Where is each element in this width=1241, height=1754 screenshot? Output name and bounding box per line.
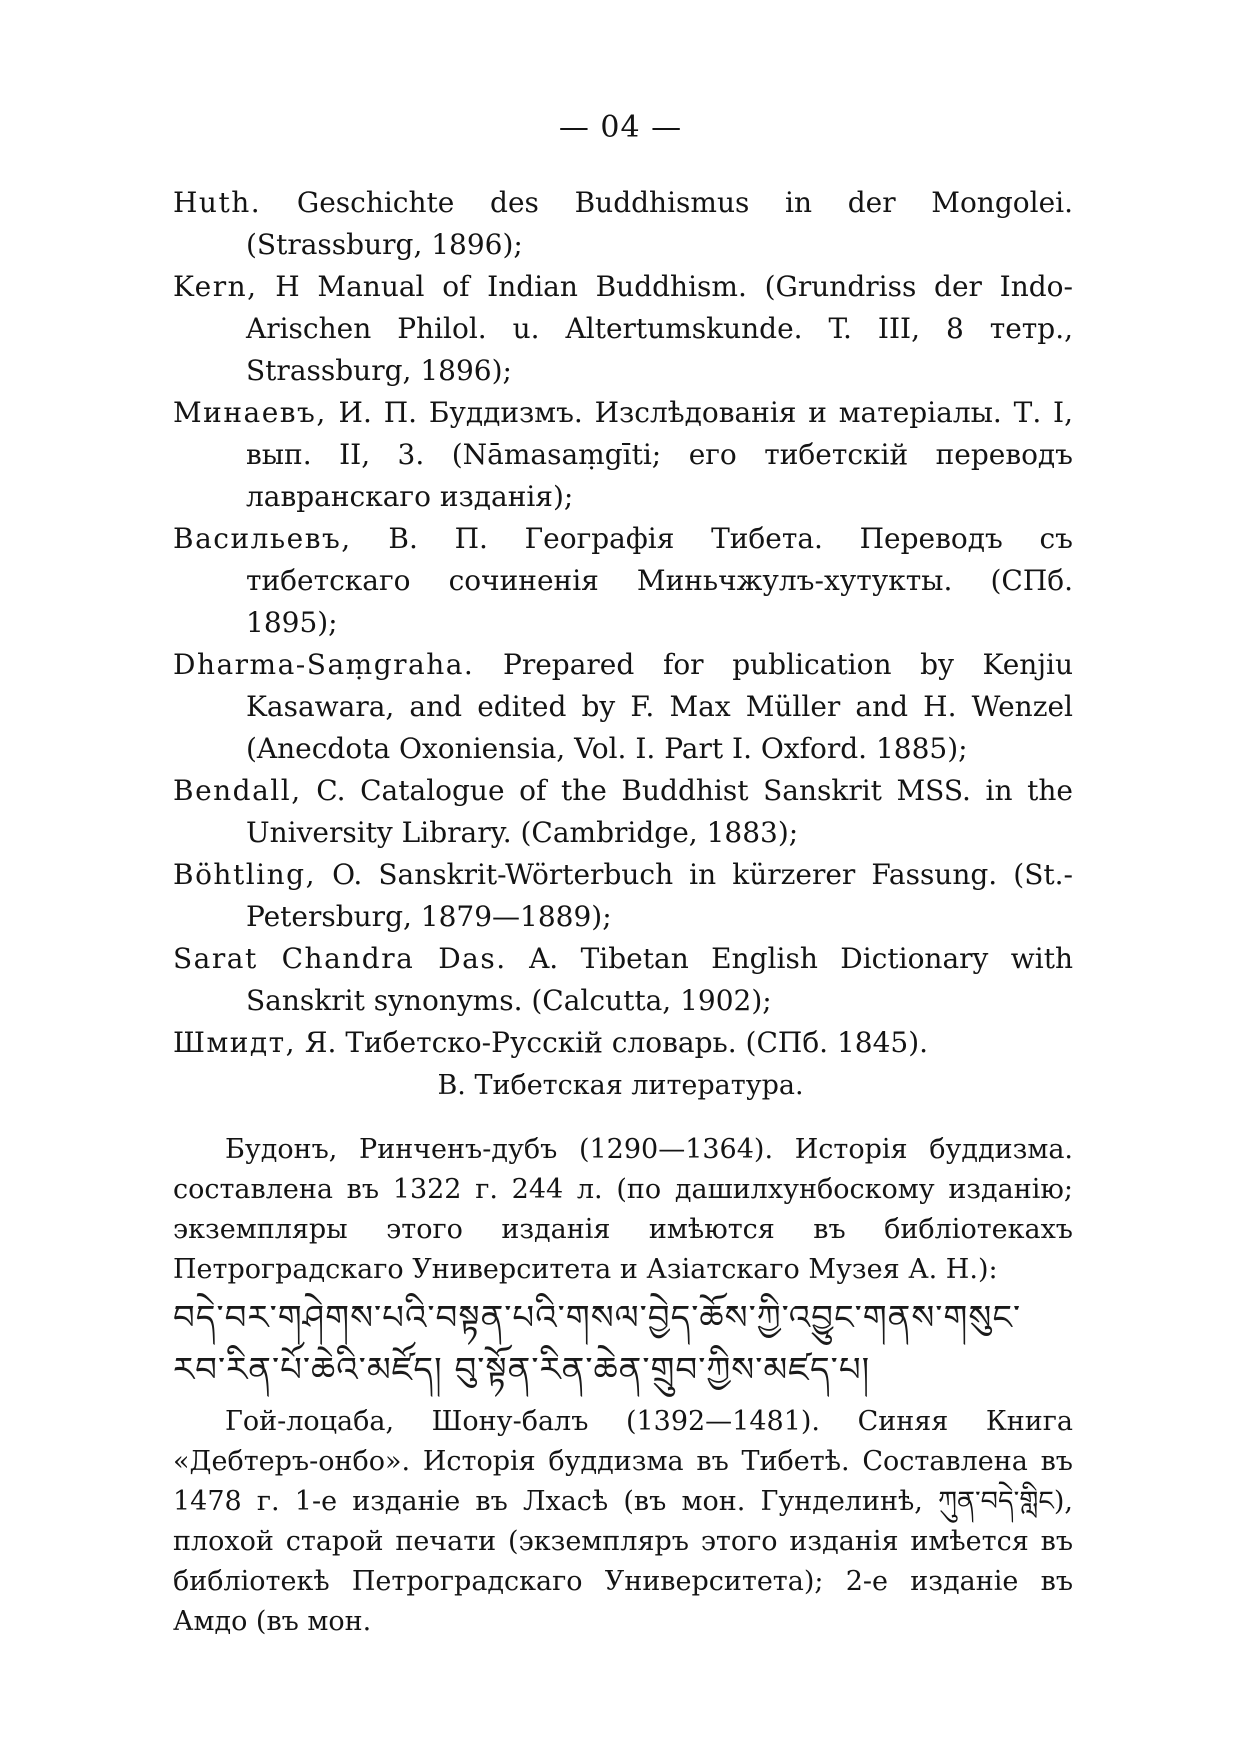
reference-text: O. Sanskrit-Wörterbuch in kürzerer Fassung. (St.-Petersburg, 1879—1889); bbox=[246, 858, 1073, 933]
paragraph-text-start: Гой-лоцаба, Шону-балъ (1392—1481). Синяя Книга «Дебтеръ-онбо». Исторія буддизма въ Тибетѣ. Составлена въ 1478 г. 1-е изданіе въ Лхасѣ (въ мон. Гунделинѣ, bbox=[173, 1406, 1073, 1517]
page-number: — 04 — bbox=[558, 110, 683, 145]
reference-entry bbox=[173, 938, 1073, 1022]
reference-text: Geschichte des Buddhismus in der Mongolei. (Strassburg, 1896); bbox=[246, 186, 1073, 261]
tibetan-monastery-name: ཀུན་བདེ་གླིང bbox=[937, 1486, 1054, 1517]
reference-entry bbox=[173, 770, 1073, 854]
reference-entry bbox=[173, 518, 1073, 644]
paragraph-goi-lotsaba bbox=[173, 1402, 1073, 1642]
tibetan-title: བདེ་བར་གཤེགས་པའི་བསྟན་པའི་གསལ་བྱེད་ཆོས་ཀྱི་འབྱུང་གནས་གསུང་རབ་རིན་པོ་ཆེའི་མཛོད། བུ་སྟོན་རིན་ཆེན་གྲུབ་ཀྱིས་མཛད་པ། bbox=[173, 1298, 1022, 1390]
reference-text: Я. Тибетско-Русскій словарь. (СПб. 1845). bbox=[296, 1026, 929, 1059]
reference-text: В. П. Географія Тибета. Переводъ съ тибетскаго сочиненія Миньчжулъ-хутукты. (СПб. 1895); bbox=[246, 522, 1073, 639]
reference-author: Huth. bbox=[173, 186, 262, 219]
reference-entry bbox=[173, 392, 1073, 518]
paragraph-text-end: ), плохой старой печати (экземпляръ этого изданія имѣется въ библіотекѣ Петроградскаго Университета); 2-е изданіе въ Амдо (въ мон. bbox=[173, 1486, 1073, 1637]
reference-text: Prepared for publication by Kenjiu Kasawara, and edited by F. Max Müller and H. Wenzel (Anecdota Oxoniensia, Vol. I. Part I. Oxford. 1885); bbox=[246, 648, 1073, 765]
reference-text: A. Tibetan English Dictionary with Sanskrit synonyms. (Calcutta, 1902); bbox=[246, 942, 1073, 1017]
reference-author: Kern, bbox=[173, 270, 258, 303]
reference-author: Böhtling, bbox=[173, 858, 316, 891]
bibliography-list bbox=[173, 182, 1073, 1064]
reference-author: Bendall, bbox=[173, 774, 302, 807]
reference-entry bbox=[173, 182, 1073, 266]
reference-author: Шмидт, bbox=[173, 1026, 297, 1059]
reference-entry bbox=[173, 1022, 1073, 1064]
reference-author: Sarat Chandra Das. bbox=[173, 942, 507, 975]
body-text bbox=[173, 1130, 1073, 1642]
reference-text: И. П. Буддизмъ. Изслѣдованія и матеріалы. Т. I, вып. II, 3. (Nāmasaṃgīti; его тибетскій переводъ лавранскаго изданія); bbox=[246, 396, 1073, 513]
reference-text: C. Catalogue of the Buddhist Sanskrit MSS. in the University Library. (Cambridge, 1883); bbox=[246, 774, 1073, 849]
reference-author: Dharma-Saṃgraha. bbox=[173, 648, 475, 681]
reference-entry bbox=[173, 854, 1073, 938]
section-heading: В. Тибетская литература. bbox=[437, 1070, 804, 1101]
reference-author: Васильевъ, bbox=[173, 522, 352, 555]
reference-entry bbox=[173, 644, 1073, 770]
reference-text: H Manual of Indian Buddhism. (Grundriss der Indo-Arischen Philol. u. Altertumskunde. T. III, 8 тетр., Strassburg, 1896); bbox=[246, 270, 1073, 387]
paragraph-budon: Будонъ, Ринченъ-дубъ (1290—1364). Исторія буддизма. составлена въ 1322 г. 244 л. (по дашилхунбоскому изданію; экземпляры этого изданія имѣются въ библіотекахъ Петроградскаго Университета и Азіатскаго Музея А. Н.): bbox=[173, 1134, 1073, 1285]
reference-author: Минаевъ, bbox=[173, 396, 327, 429]
reference-entry bbox=[173, 266, 1073, 392]
